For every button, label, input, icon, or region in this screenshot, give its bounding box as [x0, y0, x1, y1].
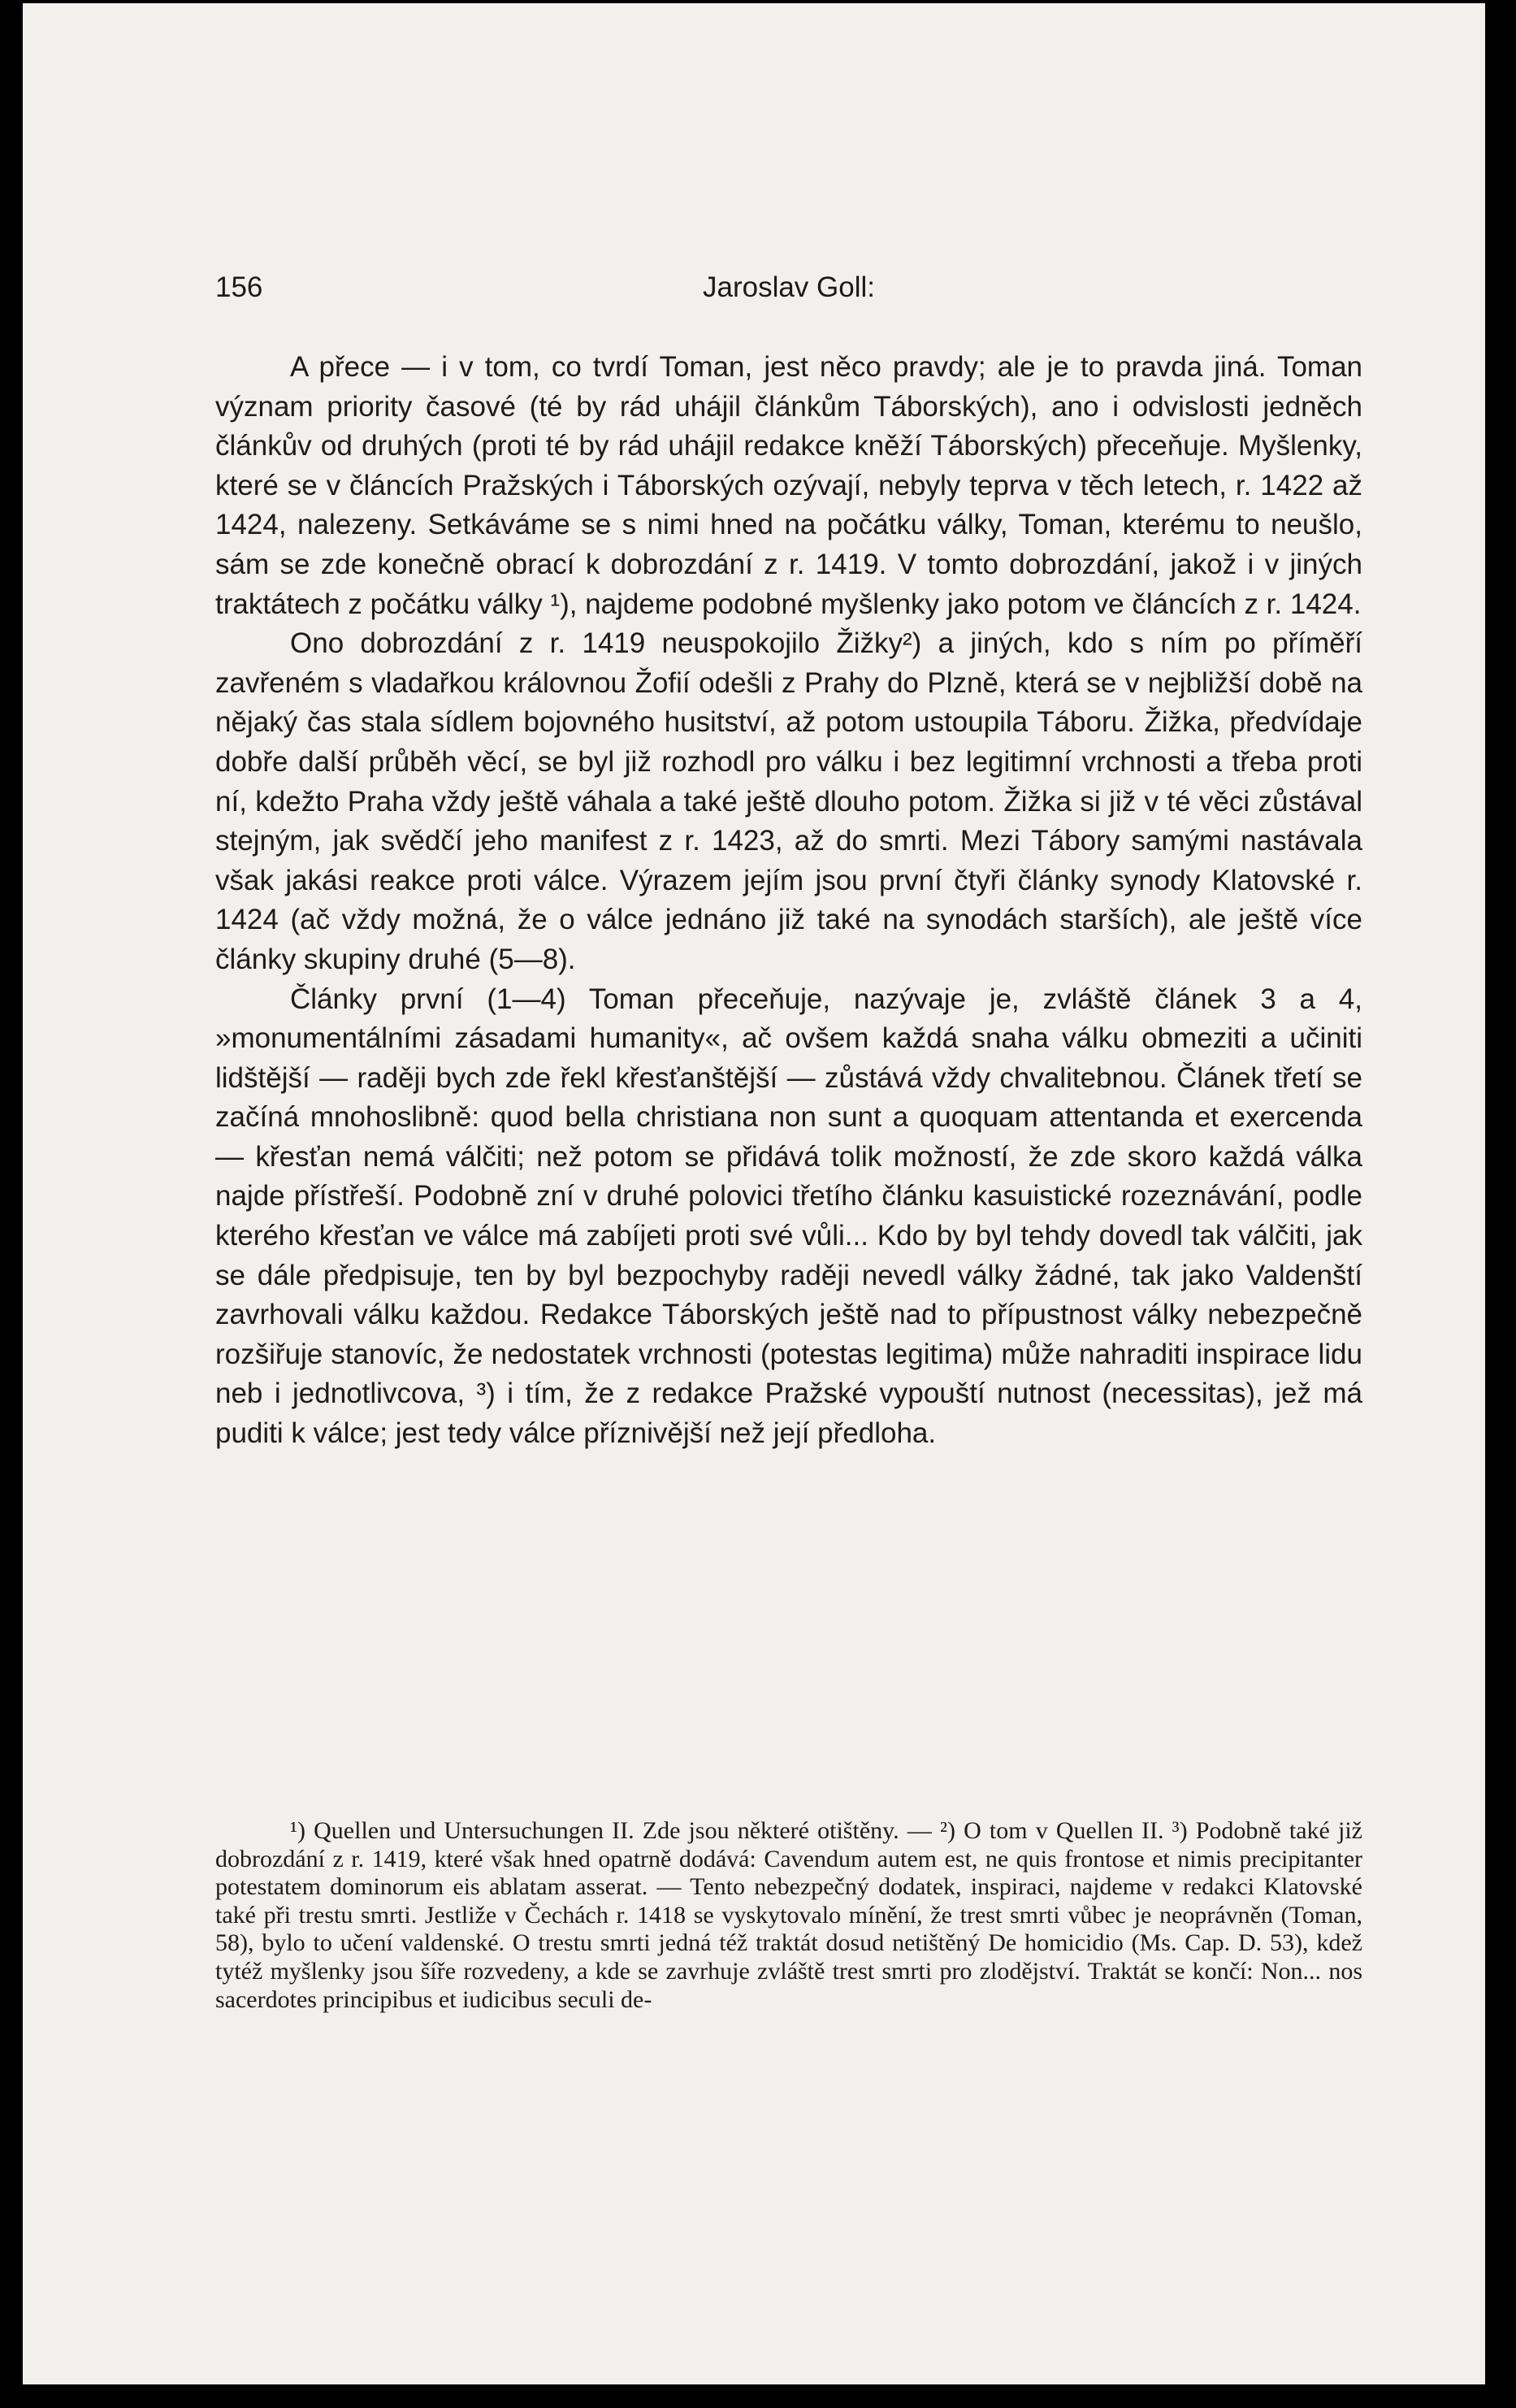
footnotes [215, 1817, 1362, 2014]
page-header [215, 271, 1362, 312]
paragraph-2: Ono dobrozdání z r. 1419 neuspokojilo Žižky²) a jiných, kdo s ním po příměří zavřeném s vladařkou královnou Žofií odešli z Prahy do Plzně, která se v nejbližší době na nějaký čas stala sídlem bojovného husitství, až potom ustoupila Táboru. Žižka, předvídaje dobře další průběh věcí, se byl již rozhodl pro válku i bez legitimní vrchnosti a třeba proti ní, kdežto Praha vždy ještě váhala a také ještě dlouho potom. Žižka si již v té věci zůstával stejným, jak svědčí jeho manifest z r. 1423, až do smrti. Mezi Tábory samými nastávala však jakási reakce proti válce. Výrazem jejím jsou první čtyři články synody Klatovské r. 1424 (ač vždy možná, že o válce jednáno již také na synodách starších), ale ještě více články skupiny druhé (5—8). [215, 627, 1362, 975]
page [23, 3, 1485, 2384]
running-head: Jaroslav Goll: [702, 271, 876, 303]
body-text [215, 348, 1362, 1454]
paragraph-3: Články první (1—4) Toman přeceňuje, nazývaje je, zvláště článek 3 a 4, »monumentálními zásadami humanity«, ač ovšem každá snaha válku obmeziti a učiniti lidštější — raději bych zde řekl křesťanštější — zůstává vždy chvalitebnou. Článek třetí se začíná mnohoslibně: quod bella christiana non sunt a quoquam attentanda et exercenda — křesťan nemá válčiti; než potom se přidává tolik možností, že zde skoro každá válka najde přístřeší. Podobně zní v druhé polovici třetího článku kasuistické rozeznávání, podle kterého křesťan ve válce má zabíjeti proti své vůli... Kdo by byl tehdy dovedl tak válčiti, jak se dále předpisuje, ten by byl bezpochyby raději nevedl války žádné, tak jako Valdenští zavrhovali válku každou. Redakce Táborských ještě nad to přípustnost války nebezpečně rozšiřuje stanovíc, že nedostatek vrchnosti (potestas legitima) může nahraditi inspirace lidu neb i jednotlivcova, ³) i tím, že z redakce Pražské vypouští nutnost (necessitas), jež má puditi k válce; jest tedy válce příznivější než její předloha. [215, 983, 1362, 1450]
paragraph-1: A přece — i v tom, co tvrdí Toman, jest něco pravdy; ale je to pravda jiná. Toman význam priority časové (té by rád uhájil článkům Táborských), ano i odvislosti jedněch článkův od druhých (proti té by rád uhájil redakce kněží Táborských) přeceňuje. Myšlenky, které se v článcích Pražských i Táborských ozývají, nebyly teprva v těch letech, r. 1422 až 1424, nalezeny. Setkáváme se s nimi hned na počátku války, Toman, kterému to neušlo, sám se zde konečně obrací k dobrozdání z r. 1419. V tomto dobrozdání, jakož i v jiných traktátech z počátku války ¹), najdeme podobné myšlenky jako potom ve článcích z r. 1424. [215, 351, 1362, 620]
footnote-block: ¹) Quellen und Untersuchungen II. Zde jsou některé otištěny. — ²) O tom v Quellen II. ³) Podobně také již dobrozdání z r. 1419, které však hned opatrně dodává: Cavendum autem est, ne quis frontose et nimis precipitanter potestatem dominorum eis ablatam asserat. — Tento nebezpečný dodatek, inspiraci, najdeme v redakci Klatovské také při trestu smrti. Jestliže v Čechách r. 1418 se vyskytovalo mínění, že trest smrti vůbec je neoprávněn (Toman, 58), bylo to učení valdenské. O trestu smrti jedná též traktát dosud netištěný De homicidio (Ms. Cap. D. 53), kdež tytéž myšlenky jsou šíře rozvedeny, a kde se zavrhuje zvláště trest smrti pro zlodějství. Traktát se končí: Non... nos sacerdotes principibus et iudicibus seculi de- [215, 1817, 1362, 2013]
page-number: 156 [215, 271, 263, 303]
